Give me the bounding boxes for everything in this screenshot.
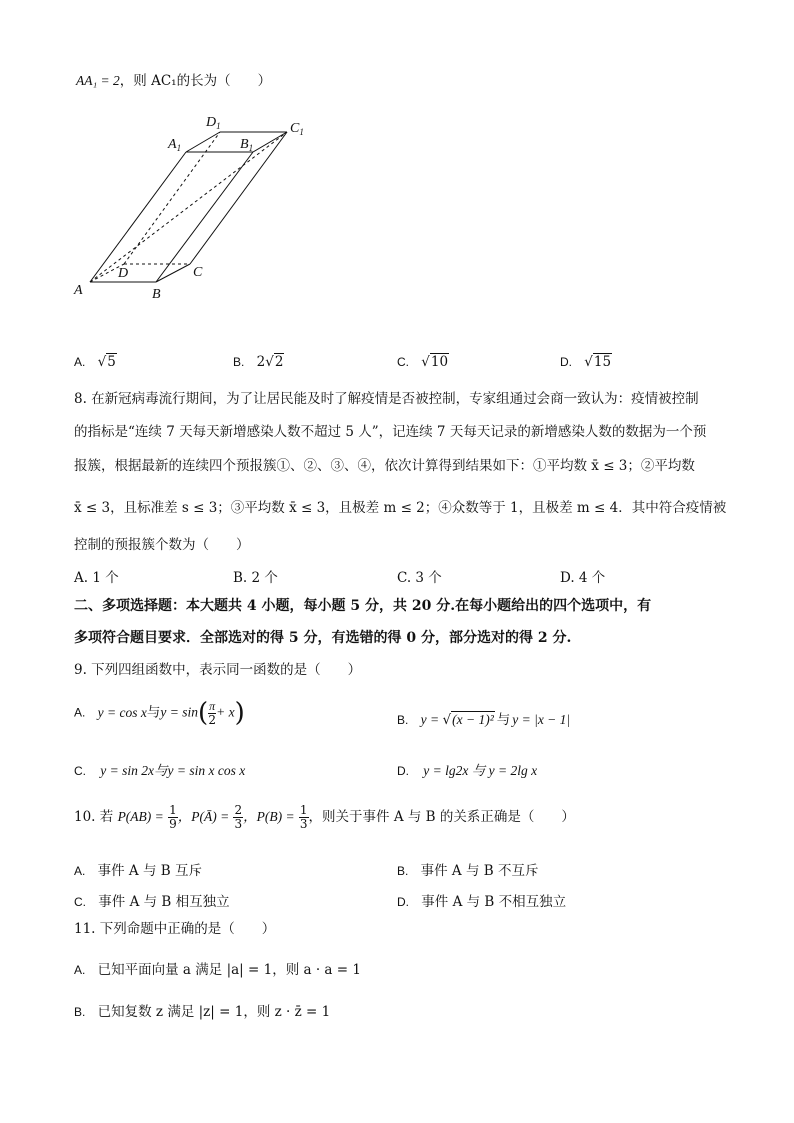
- q9-stem: 9. 下列四组函数中，表示同一函数的是（ ）: [74, 662, 362, 678]
- q8-option-c[interactable]: C. 3 个: [397, 570, 442, 586]
- edge-AA1: [90, 152, 186, 282]
- q10-option-c[interactable]: C. 事件 A 与 B 相互独立: [74, 894, 230, 910]
- q7-option-d-value: 15: [593, 354, 612, 370]
- q11-option-b[interactable]: B. 已知复数 z 满足 |z| = 1，则 z · z̄ = 1: [74, 1004, 331, 1020]
- diagonal-AC1: [90, 132, 287, 282]
- section-2-heading-line-2: 多项符合题目要求．全部选对的得 5 分，有选错的得 0 分，部分选对的得 2 分.: [74, 630, 572, 646]
- section-2-heading-line-1: 二、多项选择题：本大题共 4 小题，每小题 5 分，共 20 分.在每小题给出的四个选项中，有: [74, 598, 652, 614]
- q8-line-5: 控制的预报簇个数为（ ）: [74, 537, 250, 553]
- q8-option-a[interactable]: A. 1 个: [74, 570, 119, 586]
- label-C1: $C_1$: [290, 121, 304, 137]
- edge-BC: [156, 264, 190, 282]
- q7-option-a-value: 5: [107, 354, 116, 370]
- q7-option-d[interactable]: D. √15: [560, 354, 612, 370]
- label-B1: $B_1$: [240, 137, 254, 153]
- label-A1: $A_1$: [168, 137, 182, 153]
- label-A: A: [74, 283, 83, 298]
- q7-option-b-value: 2: [274, 354, 284, 370]
- q10-option-d[interactable]: D. 事件 A 与 B 不相互独立: [397, 894, 567, 910]
- edge-A1D1: [186, 132, 220, 152]
- label-D1: $D_1$: [206, 115, 221, 131]
- label-D: D: [118, 266, 129, 281]
- q7-option-c-value: 10: [430, 354, 449, 370]
- q7-option-c[interactable]: C. √10: [397, 354, 449, 370]
- label-C: C: [193, 265, 203, 280]
- q10-option-a[interactable]: A. 事件 A 与 B 互斥: [74, 863, 202, 879]
- q7-option-b[interactable]: B. 2√2: [233, 354, 284, 370]
- q7-stem-text: ，则 AC₁的长为（ ）: [119, 73, 272, 89]
- q8-line-2: 的指标是“连续 7 天每天新增感染人数不超过 5 人”，记连续 7 天每天记录的新增感染人数的数据为一个预: [74, 424, 707, 440]
- q8-option-b[interactable]: B. 2 个: [233, 570, 278, 586]
- q10-option-b[interactable]: B. 事件 A 与 B 不互斥: [397, 863, 539, 879]
- q11-stem: 11. 下列命题中正确的是（ ）: [74, 921, 276, 937]
- q10-stem: 10. 若 P(AB) = $\frac{1}{9}$ ，P(Ā) = $\frac{2}{3}$ ，P(B) = $\frac{1}{3}$ ，则关于事件 A 与 B 的关系正确是（ ）: [74, 803, 575, 831]
- q11-option-a[interactable]: A. 已知平面向量 a 满足 |a| = 1，则 a · a = 1: [74, 962, 361, 978]
- q9-option-c[interactable]: C. y = sin 2x与y = sin x cos x: [74, 763, 246, 778]
- q9-option-d[interactable]: D. y = lg2x 与 y = 2lg x: [397, 763, 538, 778]
- label-B: B: [152, 287, 161, 302]
- q8-line-4: x̄ ≤ 3，且标准差 s ≤ 3；③平均数 x̄ ≤ 3，且极差 m ≤ 2；④众数等于 1，且极差 m ≤ 4．其中符合疫情被: [74, 500, 727, 516]
- q7-option-a[interactable]: A. √5: [74, 354, 116, 370]
- q9-option-a[interactable]: A. y = cos x与y = sin( $\frac{\pi}{2}$ + x): [74, 698, 245, 728]
- edge-BB1: [156, 152, 253, 282]
- q8-line-3: 报簇，根据最新的连续四个预报簇①、②、③、④，依次计算得到结果如下：①平均数 x̄ ≤ 3；②平均数: [74, 458, 695, 474]
- q7-stem-math: AA₁ = 2: [76, 73, 120, 88]
- q8-option-d[interactable]: D. 4 个: [560, 570, 606, 586]
- q9-option-b[interactable]: B. y = √(x − 1)² 与 y = |x − 1|: [397, 712, 571, 728]
- q8-line-1: 8. 在新冠病毒流行期间，为了让居民能及时了解疫情是否被控制，专家组通过会商一致认为：疫情被控制: [74, 391, 699, 407]
- q7-stem: [76, 72, 271, 90]
- edge-B1C1: [253, 132, 287, 152]
- parallelepiped-figure: [60, 110, 320, 310]
